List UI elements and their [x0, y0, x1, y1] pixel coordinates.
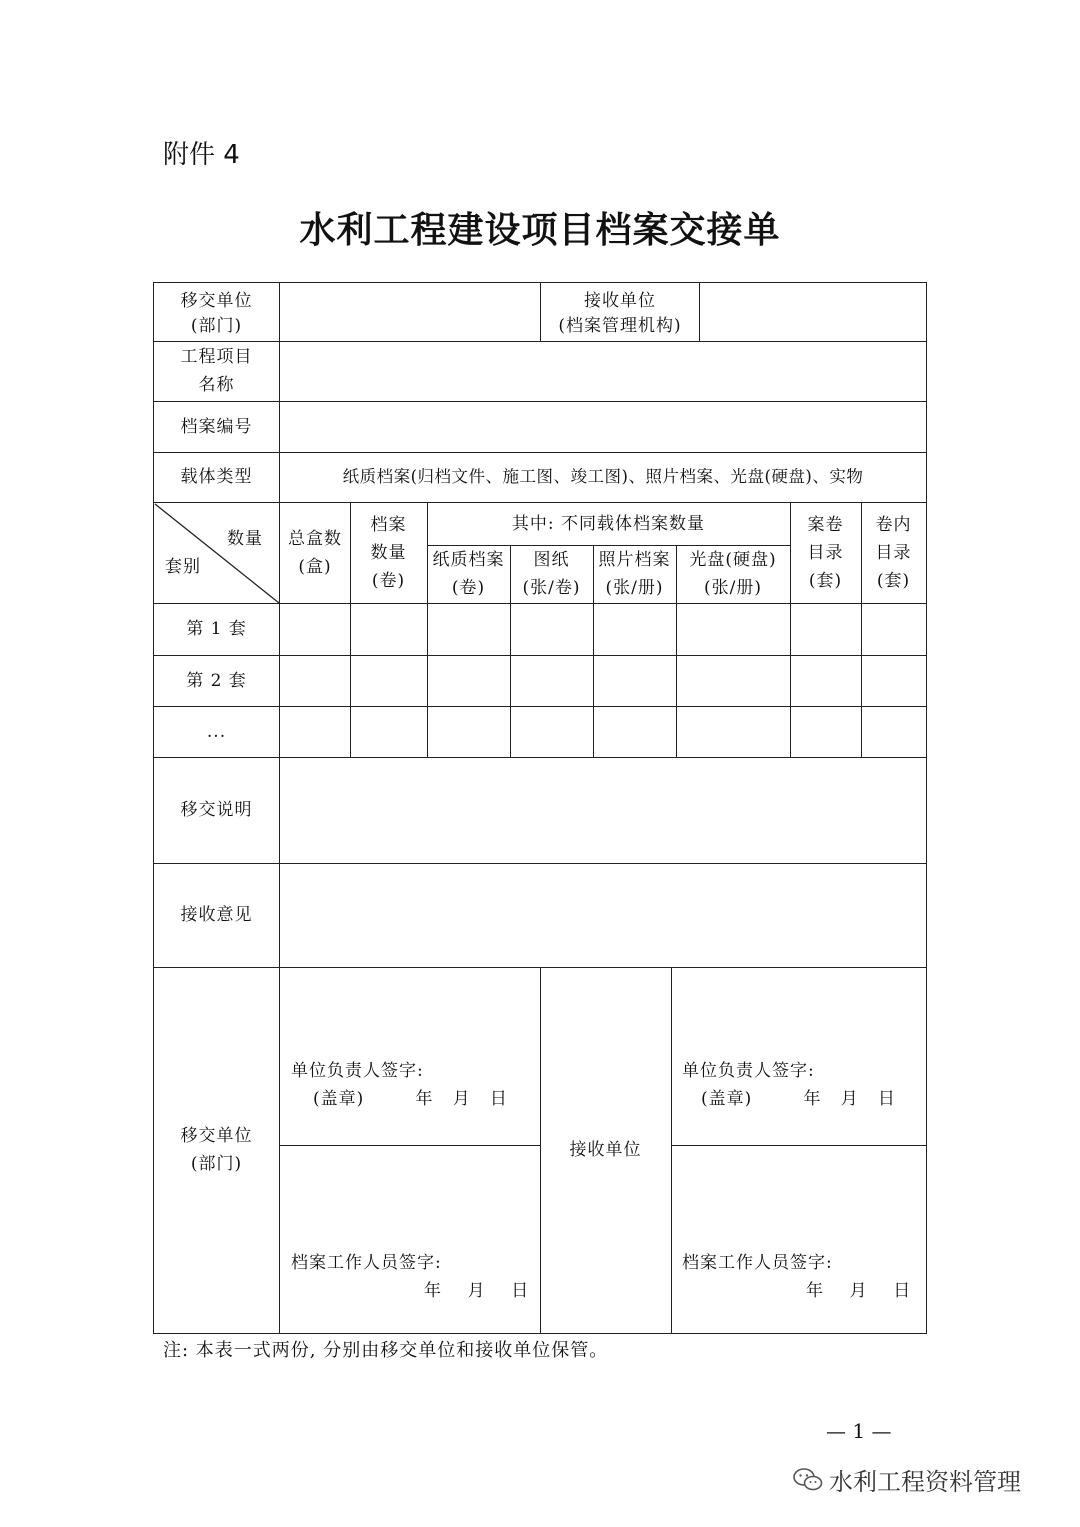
transfer-staff-date: 年 月 日 — [424, 1281, 530, 1301]
receive-unit-value[interactable] — [700, 282, 926, 341]
col-photo: 照片档案 (张/册) — [598, 550, 671, 598]
col-case-catalog: 案卷 目录 (套) — [807, 514, 844, 591]
transfer-unit-value[interactable] — [280, 282, 540, 341]
project-name-label: 工程项目 名称 — [180, 347, 253, 395]
col-total-boxes: 总盒数 (盒) — [288, 528, 342, 577]
transfer-seal-date: (盖章) 年 月 日 — [313, 1089, 508, 1109]
transfer-notes-value[interactable] — [280, 757, 926, 863]
receive-unit-label: 接收单位 (档案管理机构) — [558, 290, 682, 336]
col-archive-qty: 档案 数量 (卷) — [370, 514, 407, 591]
wechat-icon — [793, 1467, 823, 1493]
watermark — [793, 1462, 1021, 1497]
project-name-value[interactable] — [280, 341, 926, 401]
transfer-leader-sign-label: 单位负责人签字: — [291, 1061, 424, 1081]
row-label-more: ... — [206, 721, 227, 742]
archive-number-label: 档案编号 — [180, 416, 253, 437]
row-label-set-2: 第 2 套 — [186, 670, 247, 691]
watermark-text: 水利工程资料管理 — [829, 1468, 1021, 1496]
receive-staff-sign-label: 档案工作人员签字: — [682, 1253, 833, 1273]
diag-set-label: 套别 — [165, 557, 201, 577]
attachment-label: 附件 4 — [163, 140, 240, 170]
carrier-type-label: 载体类型 — [180, 467, 253, 487]
bottom-receive-unit-label: 接收单位 — [569, 1140, 642, 1160]
row-label-set-1: 第 1 套 — [186, 619, 247, 639]
col-drawings: 图纸 (张/卷) — [522, 550, 581, 598]
col-paper: 纸质档案 (卷) — [432, 550, 505, 598]
transfer-unit-label: 移交单位 (部门) — [180, 290, 253, 336]
archive-number-value[interactable] — [280, 401, 926, 452]
receive-leader-sign-label: 单位负责人签字: — [682, 1061, 815, 1081]
receive-opinion-label: 接收意见 — [180, 905, 253, 925]
document-title: 水利工程建设项目档案交接单 — [299, 210, 781, 251]
page-number: — 1 — — [826, 1419, 892, 1443]
carrier-type-value: 纸质档案(归档文件、施工图、竣工图)、照片档案、光盘(硬盘)、实物 — [342, 467, 864, 486]
footnote: 注: 本表一式两份, 分别由移交单位和接收单位保管。 — [163, 1340, 609, 1361]
bottom-transfer-unit-label: 移交单位 (部门) — [180, 1126, 253, 1174]
col-disc: 光盘(硬盘) (张/册) — [689, 550, 777, 598]
diag-quantity-label: 数量 — [227, 529, 263, 549]
transfer-notes-label: 移交说明 — [180, 800, 253, 820]
col-volume-catalog: 卷内 目录 (套) — [875, 514, 912, 591]
col-group-header: 其中: 不同载体档案数量 — [511, 513, 706, 534]
receive-opinion-value[interactable] — [280, 863, 926, 967]
transfer-staff-sign-label: 档案工作人员签字: — [291, 1253, 442, 1273]
receive-seal-date: (盖章) 年 月 日 — [701, 1089, 896, 1109]
receive-staff-date: 年 月 日 — [806, 1281, 912, 1301]
